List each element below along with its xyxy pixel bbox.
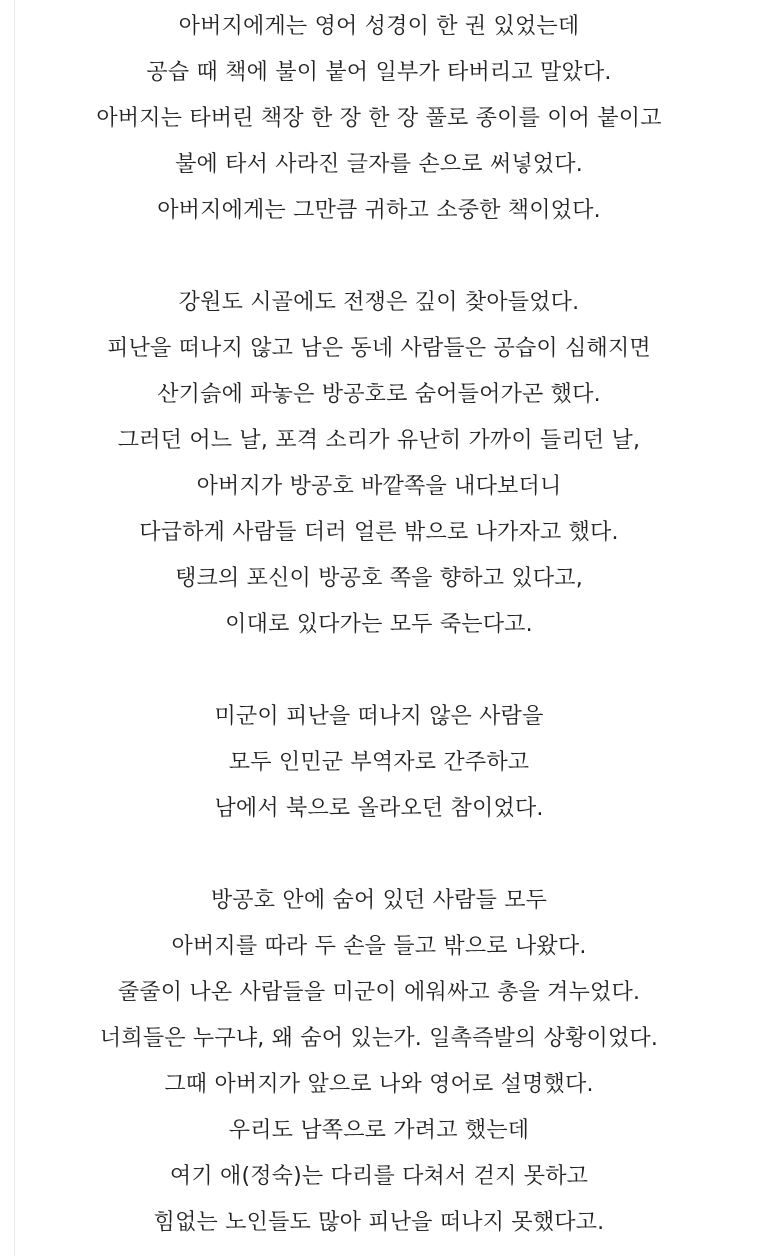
text-line: 미군이 피난을 떠나지 않은 사람을 <box>214 704 544 729</box>
stanza-gap <box>0 648 758 694</box>
stanza-gap <box>0 832 758 878</box>
text-line: 아버지에게는 그만큼 귀하고 소중한 책이었다. <box>157 198 601 223</box>
text-line: 아버지는 타버린 책장 한 장 한 장 풀로 종이를 이어 붙이고 <box>96 106 662 131</box>
text-line: 남에서 북으로 올라오던 참이었다. <box>214 796 544 821</box>
text-line: 강원도 시골에도 전쟁은 깊이 찾아들었다. <box>178 290 580 315</box>
text-line: 모두 인민군 부역자로 간주하고 <box>228 750 530 775</box>
text-line: 이대로 있다가는 모두 죽는다고. <box>225 612 533 637</box>
text-line: 아버지를 따라 두 손을 들고 밖으로 나왔다. <box>171 934 587 959</box>
stanza-2 <box>0 280 758 648</box>
text-line: 그때 아버지가 앞으로 나와 영어로 설명했다. <box>164 1072 594 1097</box>
text-line: 방공호 안에 숨어 있던 사람들 모두 <box>210 888 548 913</box>
stanza-gap <box>0 234 758 280</box>
text-line: 그러던 어느 날, 포격 소리가 유난히 가까이 들리던 날, <box>117 428 641 453</box>
text-line: 너희들은 누구냐, 왜 숨어 있는가. 일촉즉발의 상황이었다. <box>99 1026 659 1051</box>
text-line: 불에 타서 사라진 글자를 손으로 써넣었다. <box>175 152 583 177</box>
text-line: 줄줄이 나온 사람들을 미군이 에워싸고 총을 겨누었다. <box>117 980 641 1005</box>
text-line: 탱크의 포신이 방공호 쪽을 향하고 있다고, <box>175 566 583 591</box>
text-line: 공습 때 책에 불이 붙어 일부가 타버리고 말았다. <box>146 60 612 85</box>
article-body <box>0 4 758 1246</box>
text-line: 아버지에게는 영어 성경이 한 권 있었는데 <box>178 14 580 39</box>
text-line: 산기슭에 파놓은 방공호로 숨어들어가곤 했다. <box>157 382 601 407</box>
text-line: 피난을 떠나지 않고 남은 동네 사람들은 공습이 심해지면 <box>107 336 651 361</box>
text-line: 아버지가 방공호 바깥쪽을 내다보더니 <box>196 474 562 499</box>
text-line: 힘없는 노인들도 많아 피난을 떠나지 못했다고. <box>153 1210 605 1235</box>
stanza-1 <box>0 4 758 234</box>
stanza-3 <box>0 694 758 832</box>
text-line: 다급하게 사람들 더러 얼른 밖으로 나가자고 했다. <box>139 520 619 545</box>
text-line: 우리도 남쪽으로 가려고 했는데 <box>228 1118 530 1143</box>
stanza-4 <box>0 878 758 1246</box>
text-line: 여기 애(정숙)는 다리를 다쳐서 걷지 못하고 <box>169 1164 589 1189</box>
